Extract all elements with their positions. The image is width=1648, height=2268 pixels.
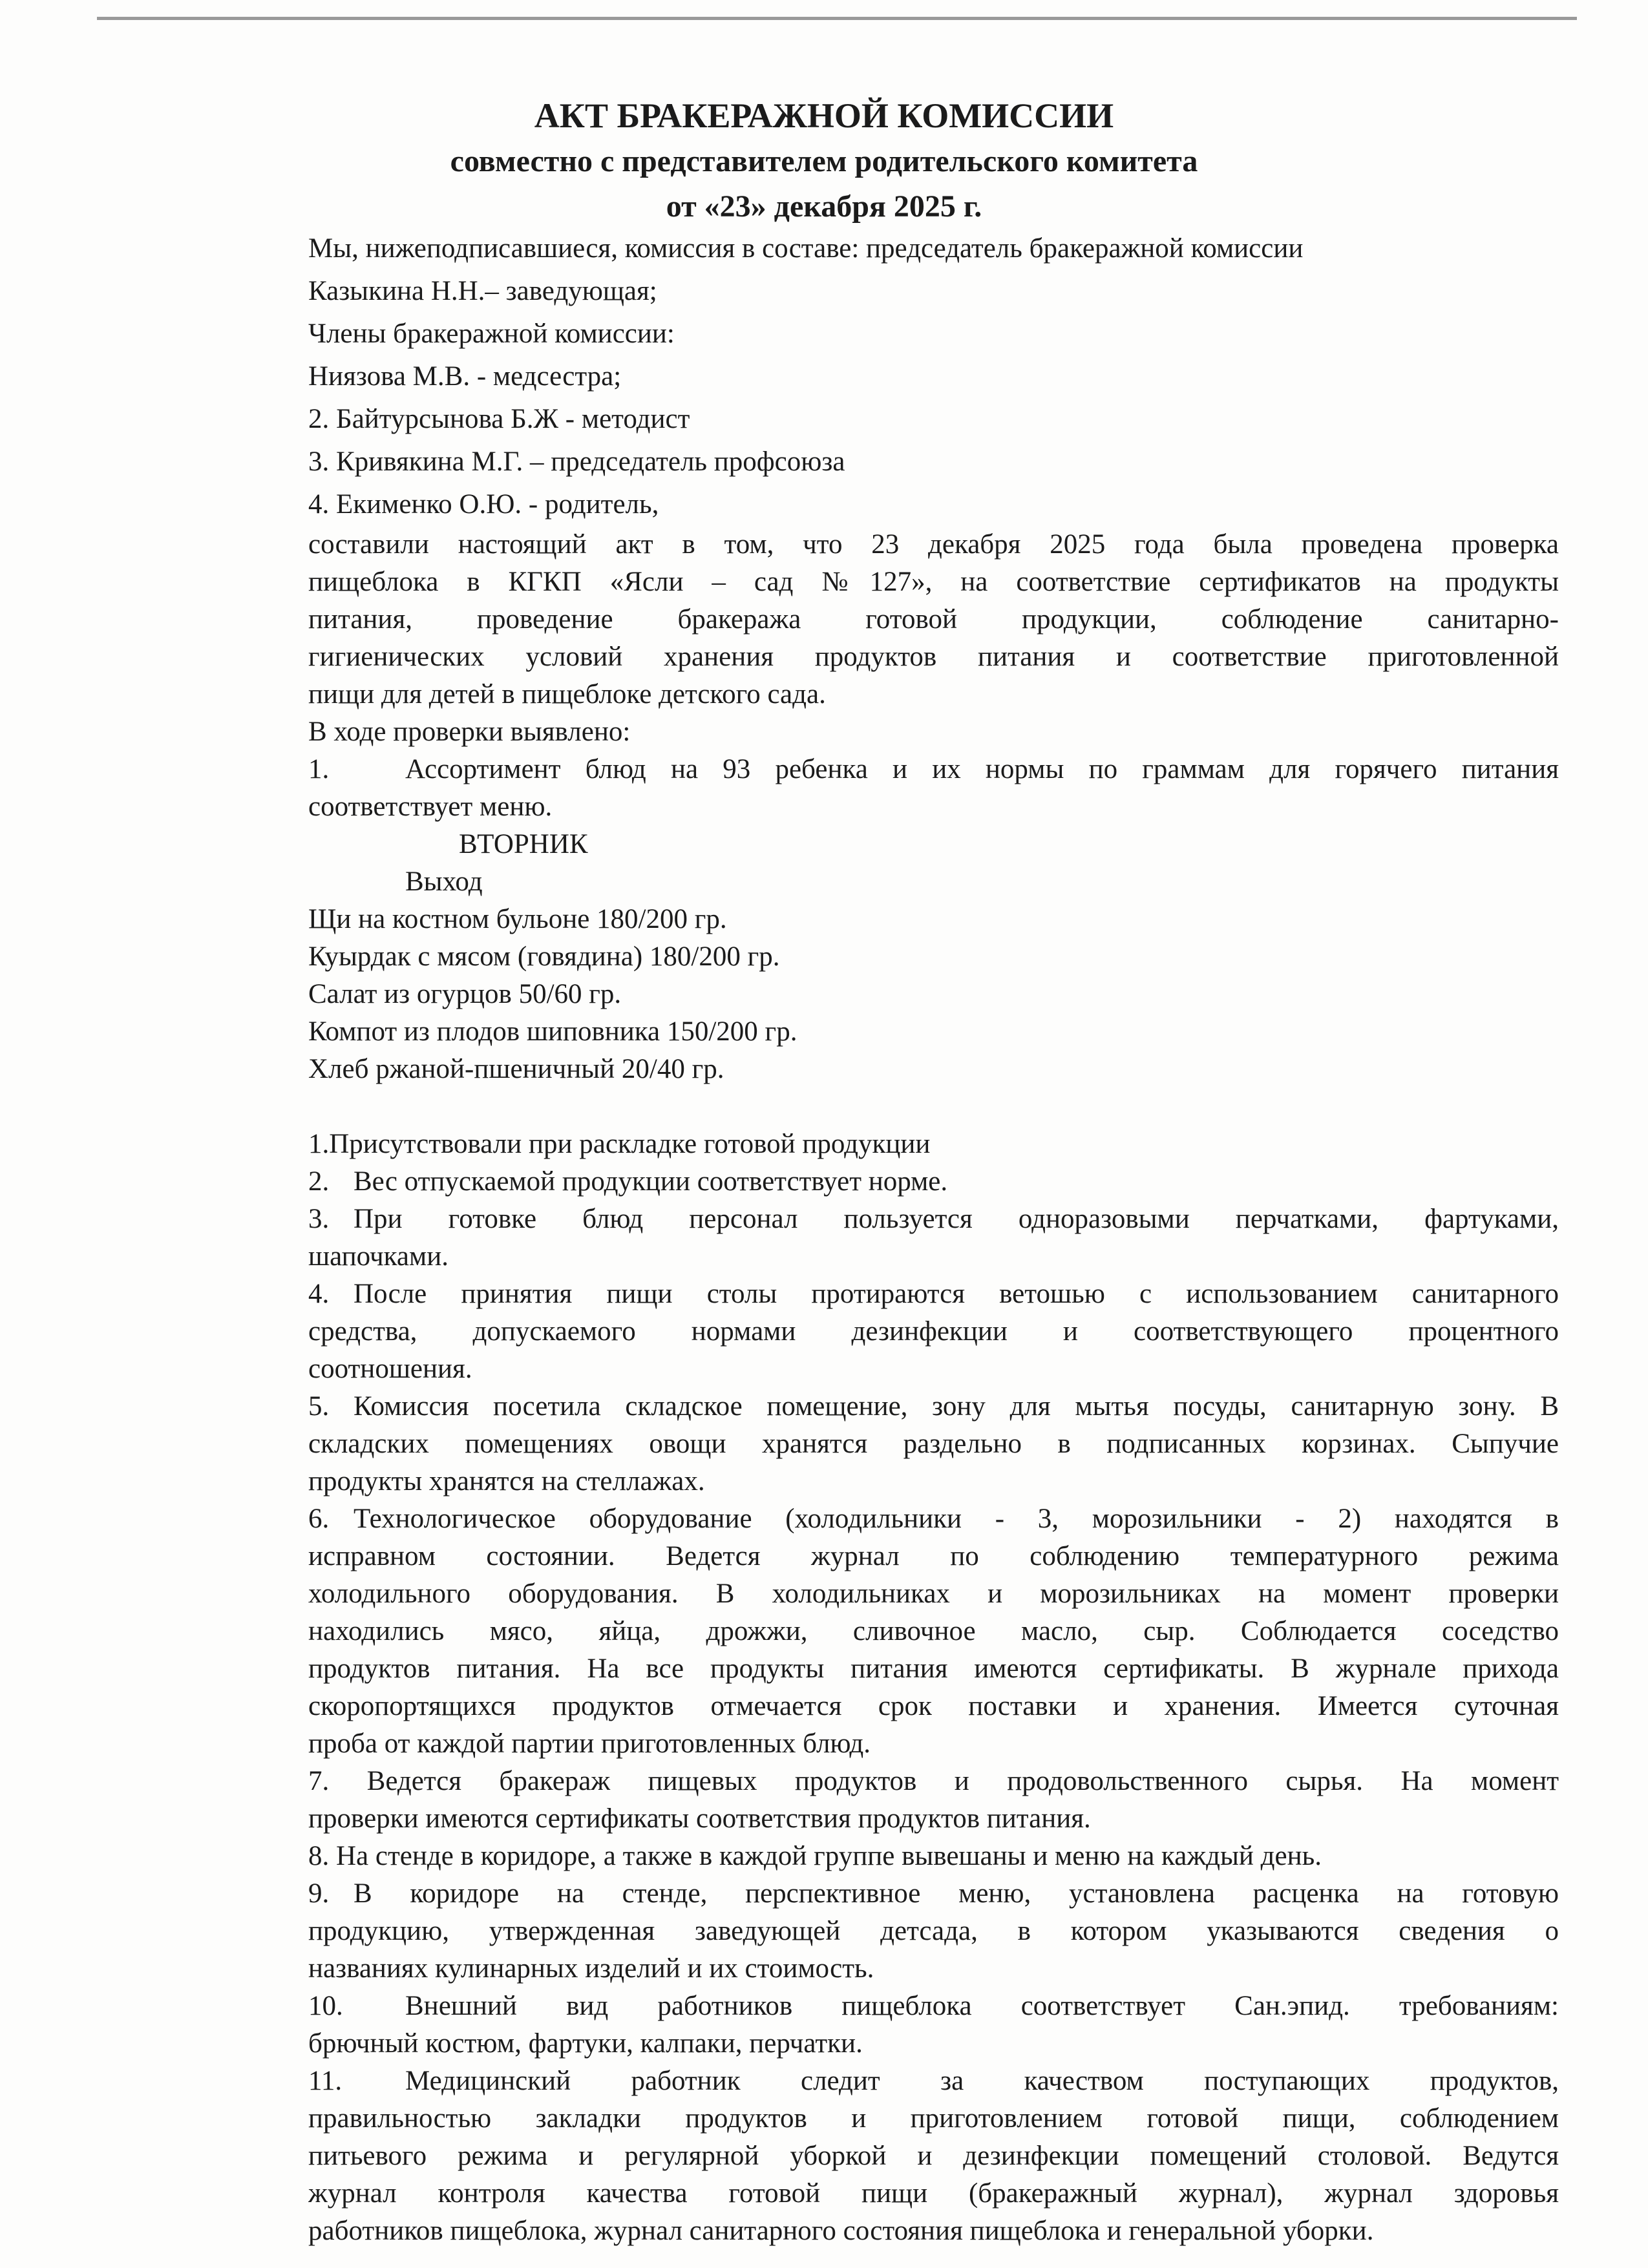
menu-item: Щи на костном бульоне 180/200 гр. <box>308 904 727 934</box>
item-number: 10. <box>308 1991 343 2021</box>
paragraph-line: гигиенических условий хранения продуктов питания и соответствие приготовленной <box>308 642 1559 672</box>
menu-day: ВТОРНИК <box>459 829 588 859</box>
finding-6-cont: находились мясо, яйца, дрожжи, сливочное масло, сыр. Соблюдается соседство <box>308 1616 1559 1646</box>
act-paragraph <box>308 526 1559 751</box>
finding-5-cont: складских помещениях овощи хранятся раздельно в подписанных корзинах. Сыпучие <box>308 1429 1559 1459</box>
finding-11-cont: работников пищеблока, журнал санитарного состояния пищеблока и генеральной уборки. <box>308 2216 1374 2246</box>
finding-9 <box>308 1875 1559 1913</box>
document-date: от «23» декабря 2025 г. <box>666 189 982 224</box>
item-text: Внешний вид работников пищеблока соответствует Сан.эпид. требованиям: <box>405 1991 1559 2021</box>
commission-intro <box>308 227 1559 526</box>
menu-output-label: Выход <box>405 866 483 897</box>
item-text: После принятия пищи столы протираются ветошью с использованием санитарного <box>354 1279 1559 1309</box>
paragraph-line: пищи для детей в пищеблоке детского сада. <box>308 679 826 709</box>
intro-chair: Казыкина Н.Н.– заведующая; <box>308 276 657 306</box>
intro-member-2: 2. Байтурсынова Б.Ж - методист <box>308 404 690 434</box>
document-subtitle: совместно с представителем родительского комитета <box>450 144 1198 178</box>
spacer <box>308 1088 1559 1126</box>
finding-5: 5. Комиссия посетила складское помещение, зону для мытья посуды, санитарную зону. В <box>308 1391 1559 1422</box>
item-1-line: соответствует меню. <box>308 792 553 822</box>
finding-1: 1.Присутствовали при раскладке готовой продукции <box>308 1129 931 1159</box>
finding-5-cont: продукты хранятся на стеллажах. <box>308 1466 705 1496</box>
item-number: 9. <box>308 1878 330 1909</box>
intro-members-label: Члены бракеражной комиссии: <box>308 319 675 349</box>
paragraph-line: пищеблока в КГКП «Ясли – сад №127», на соответствие сертификатов на продукты <box>308 567 1559 597</box>
finding-9-cont: названиях кулинарных изделий и их стоимость. <box>308 1953 874 1984</box>
item-number: 3. <box>308 1204 330 1234</box>
finding-11-cont: журнал контроля качества готовой пищи (бракеражный журнал), журнал здоровья <box>308 2178 1559 2209</box>
finding-8: 8. На стенде в коридоре, а также в каждой группе вывешаны и меню на каждый день. <box>308 1841 1322 1871</box>
intro-line: Мы, нижеподписавшиеся, комиссия в составе: председатель бракеражной комиссии <box>308 233 1304 264</box>
finding-4-cont: средства, допускаемого нормами дезинфекции и соответствующего процентного <box>308 1316 1559 1347</box>
findings-list <box>308 1126 1559 2250</box>
finding-3-cont: шапочками. <box>308 1241 449 1272</box>
finding-7: 7. Ведется бракераж пищевых продуктов и продовольственного сырья. На момент <box>308 1766 1559 1796</box>
finding-6-cont: исправном состоянии. Ведется журнал по соблюдению температурного режима <box>308 1541 1559 1571</box>
finding-4-cont: соотношения. <box>308 1354 472 1384</box>
paragraph-line: питания, проведение бракеража готовой продукции, соблюдение санитарно- <box>308 604 1559 635</box>
menu-item: Куырдак с мясом (говядина) 180/200 гр. <box>308 941 780 972</box>
finding-6-cont: продуктов питания. На все продукты питания имеются сертификаты. В журнале прихода <box>308 1654 1559 1684</box>
item-text: Медицинский работник следит за качеством поступающих продуктов, <box>405 2066 1559 2096</box>
finding-3 <box>308 1201 1559 1238</box>
finding-7-cont: проверки имеются сертификаты соответствия продуктов питания. <box>308 1803 1091 1834</box>
item-number: 1. <box>308 754 330 784</box>
item-text: Ассортимент блюд на 93 ребенка и их нормы по граммам для горячего питания <box>405 754 1559 784</box>
intro-member-3: 3. Кривякина М.Г. – председатель профсоюза <box>308 446 845 477</box>
item-1-line <box>308 751 1559 788</box>
finding-6-cont: проба от каждой партии приготовленных блюд. <box>308 1728 871 1759</box>
finding-11-cont: питьевого режима и регулярной уборкой и дезинфекции помещений столовой. Ведутся <box>308 2141 1559 2171</box>
document-title: АКТ БРАКЕРАЖНОЙ КОМИССИИ <box>534 96 1114 135</box>
finding-10-cont: брючный костюм, фартуки, калпаки, перчатки. <box>308 2028 863 2059</box>
finding-6-cont: скоропортящихся продуктов отмечается срок поставки и хранения. Имеется суточная <box>308 1691 1559 1721</box>
scan-edge-line <box>97 17 1577 20</box>
item-number: 2. <box>308 1166 330 1197</box>
item-number: 4. <box>308 1279 330 1309</box>
item-text: Технологическое оборудование (холодильники - 3, морозильники - 2) находятся в <box>354 1504 1559 1534</box>
finding-11-cont: правильностью закладки продуктов и приготовлением готовой пищи, соблюдением <box>308 2103 1559 2134</box>
finding-6-cont: холодильного оборудования. В холодильниках и морозильниках на момент проверки <box>308 1579 1559 1609</box>
item-text: В коридоре на стенде, перспективное меню, установлена расценка на готовую <box>354 1878 1559 1909</box>
finding-11 <box>308 2063 1559 2100</box>
item-number: 6. <box>308 1504 330 1534</box>
intro-member-4: 4. Екименко О.Ю. - родитель, <box>308 489 659 520</box>
menu-item: Хлеб ржаной-пшеничный 20/40 гр. <box>308 1054 724 1084</box>
finding-2 <box>308 1163 1559 1201</box>
item-number: 11. <box>308 2066 343 2096</box>
finding-9-cont: продукцию, утвержденная заведующей детсада, в котором указываются сведения о <box>308 1916 1559 1946</box>
finding-4 <box>308 1276 1559 1313</box>
intro-member-1: Ниязова М.В. - медсестра; <box>308 361 622 392</box>
paragraph-line: составили настоящий акт в том, что 23 декабря 2025 года была проведена проверка <box>308 529 1559 560</box>
document-body <box>308 227 1559 2250</box>
item-text: При готовке блюд персонал пользуется одноразовыми перчатками, фартуками, <box>354 1204 1559 1234</box>
menu-item: Компот из плодов шиповника 150/200 гр. <box>308 1016 798 1047</box>
finding-6 <box>308 1500 1559 1538</box>
menu-block <box>308 826 1559 1088</box>
findings-label: В ходе проверки выявлено: <box>308 717 631 747</box>
menu-item: Салат из огурцов 50/60 гр. <box>308 979 622 1009</box>
finding-10 <box>308 1988 1559 2025</box>
item-text: Вес отпускаемой продукции соответствует норме. <box>354 1166 948 1197</box>
item-1 <box>308 751 1559 826</box>
